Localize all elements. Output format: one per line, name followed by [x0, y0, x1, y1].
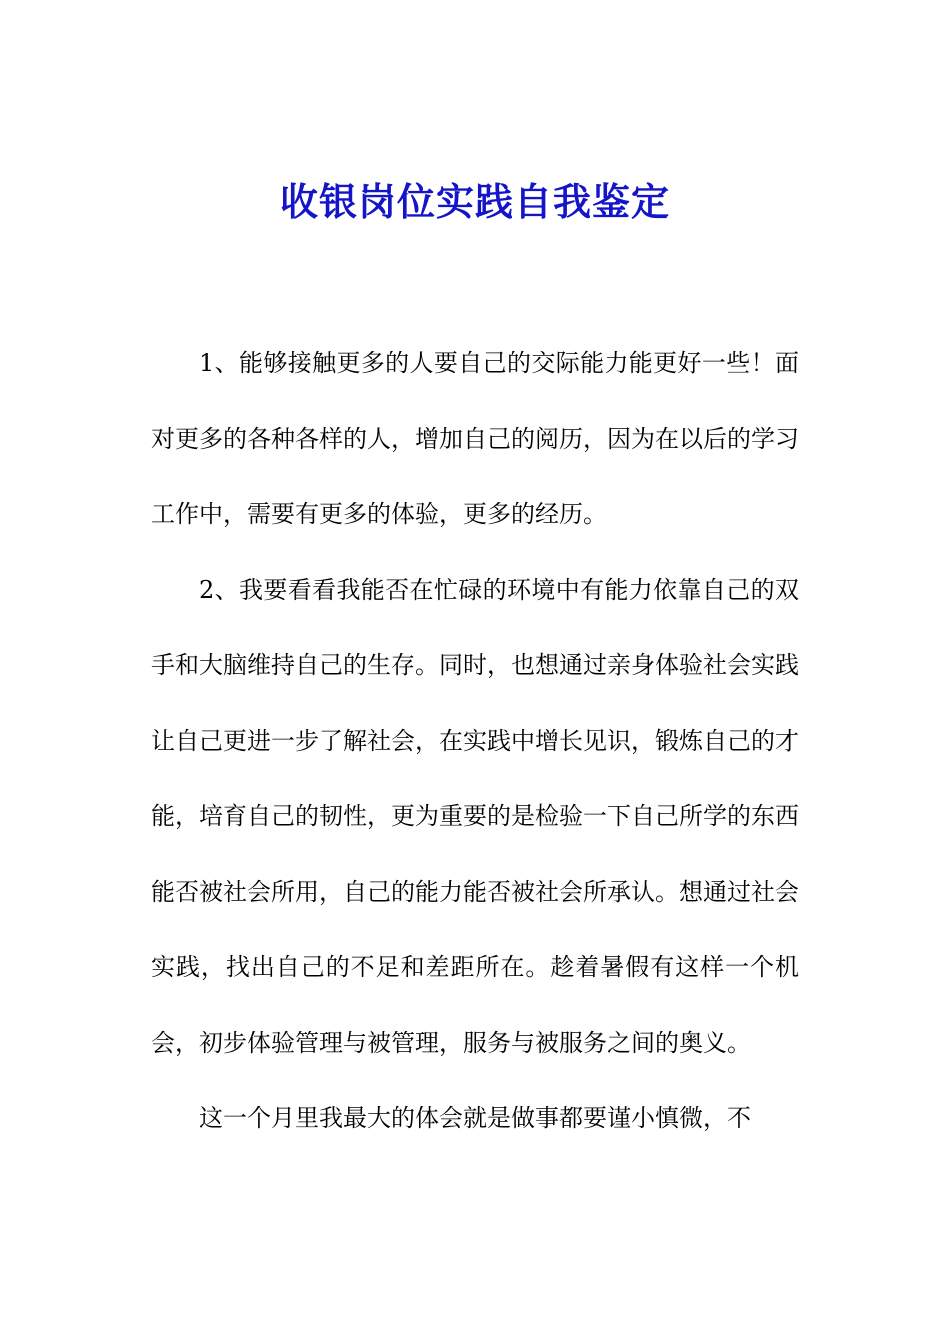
document-body	[151, 326, 799, 1157]
paragraph-3: 这一个月里我最大的体会就是做事都要谨小慎微，不	[199, 1104, 751, 1132]
document-title: 收银岗位实践自我鉴定	[279, 180, 670, 224]
paragraph-1: 1、能够接触更多的人要自己的交际能力能更好一些！面对更多的各种各样的人，增加自己的阅历，因为在以后的学习工作中，需要有更多的体验，更多的经历。	[151, 349, 799, 528]
paragraph-2: 2、我要看看我能否在忙碌的环境中有能力依靠自己的双手和大脑维持自己的生存。同时，也想通过亲身体验社会实践让自己更进一步了解社会，在实践中增长见识，锻炼自己的才能，培育自己的韧性，更为重要的是检验一下自己所学的东西能否被社会所用，自己的能力能否被社会所承认。想通过社会实践，找出自己的不足和差距所在。趁着暑假有这样一个机会，初步体验管理与被管理，服务与被服务之间的奥义。	[151, 575, 799, 1057]
